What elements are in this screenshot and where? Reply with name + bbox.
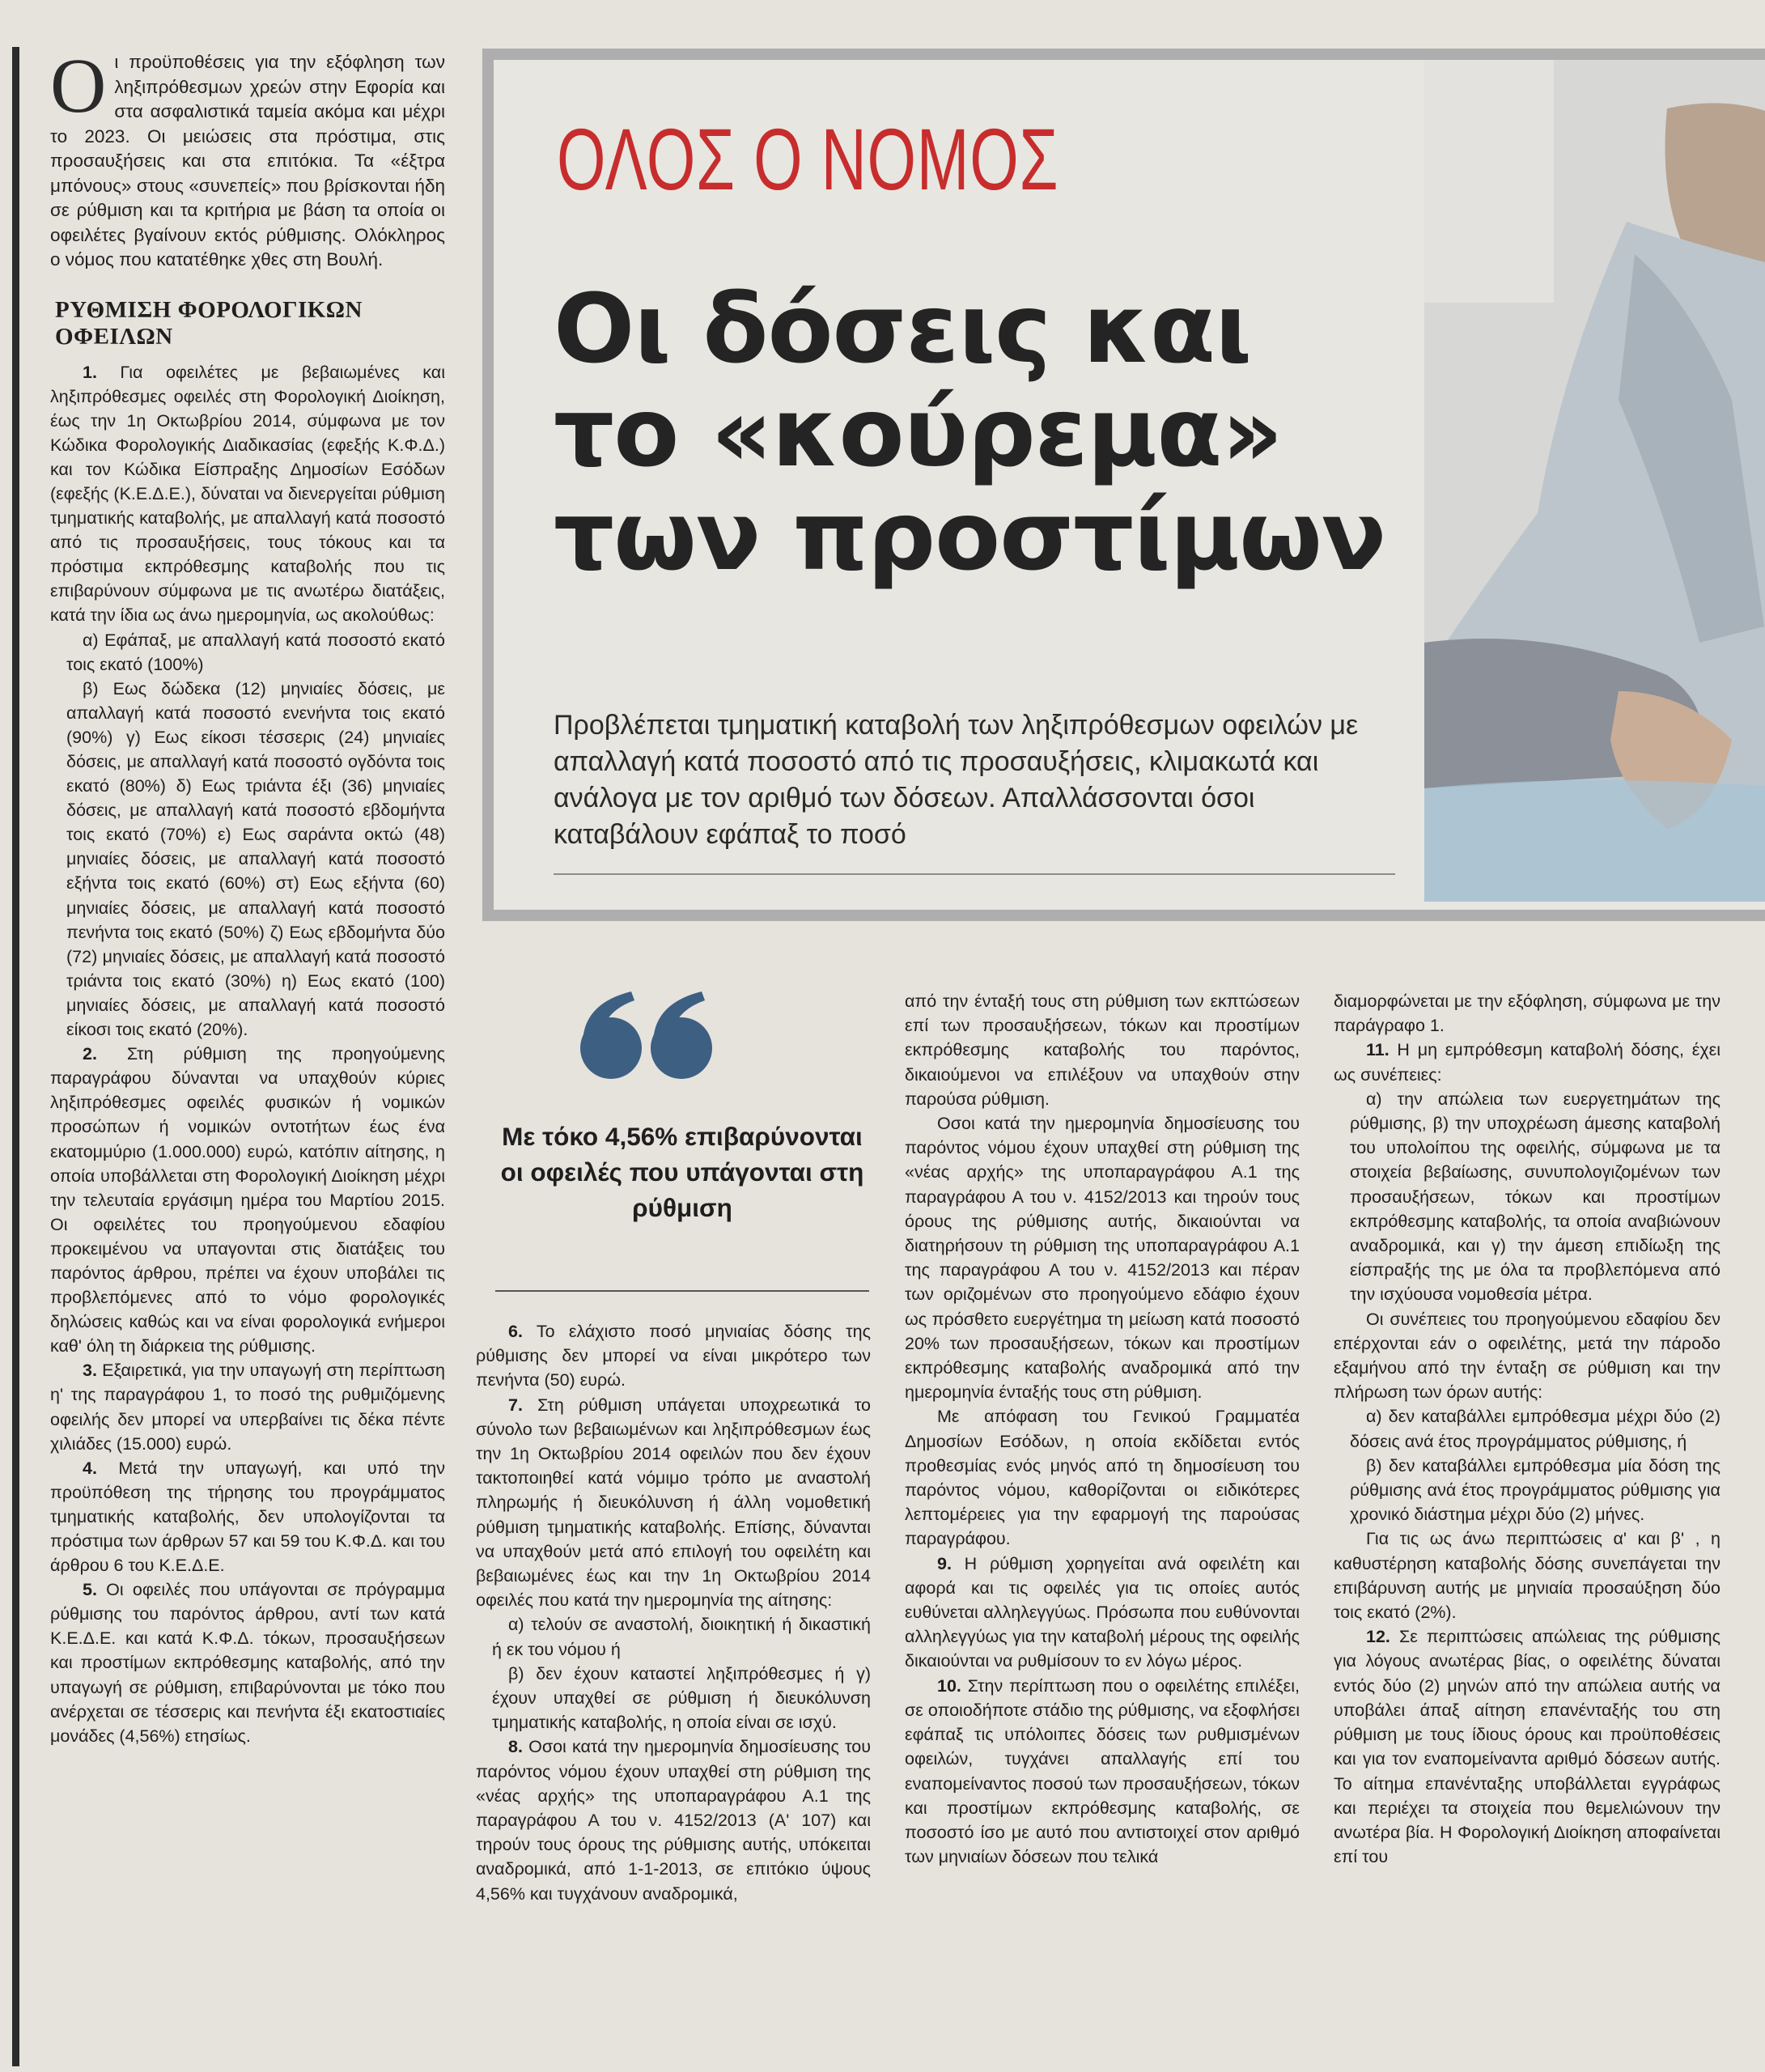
paragraph bbox=[905, 1552, 1300, 1674]
paragraph bbox=[1334, 1087, 1720, 1307]
drop-cap: Ο bbox=[50, 42, 107, 129]
headline-line-2: το «κούρεμα» bbox=[554, 376, 1283, 488]
paragraph-number: 4. bbox=[83, 1458, 97, 1478]
quote-marks-icon bbox=[575, 987, 720, 1089]
paragraph-text: Οσοι κατά την ημερομηνία δημοσίευσης του παρόντος νόμου έχουν υπαχθεί στη ρύθμιση της «νέας αρχής» της υποπαραγράφου Α.1 της παραγράφου Α του ν. 4152/2013 και τηρούν τους όρους της ρύθμισης αυτής, δικαιούνται να διατηρήσουν τη ρύθμιση της υποπαραγράφου Α.1 της παραγράφου Α του ν. 4152/2013 και πέραν των οριζομένων στο προηγούμενο εδάφιο έχουν ως πρόσθετο ευεργέτημα τη μείωση κατά ποσοστό 20% των προσαυξήσεων, τόκων και προστίμων εκπρόθεσμης καταβολής αναδρομικά από την ημερομηνία ένταξής τους στη ρύθμιση. bbox=[905, 1114, 1300, 1403]
paragraph-number: 10. bbox=[937, 1675, 961, 1696]
left-column bbox=[50, 42, 445, 1748]
paragraph-number: 6. bbox=[508, 1322, 523, 1341]
paragraph-number: 11. bbox=[1366, 1040, 1390, 1060]
column-2 bbox=[476, 1319, 871, 1906]
paragraph-text: Οι οφειλές που υπάγονται σε πρόγραμμα ρύθμισης του παρόντος άρθρου, αντί των κατά Κ.Ε.Δ.Ε. και κατά Κ.Φ.Δ. τόκων, προσαυξήσεων και προστίμων εκπρόθεσμης καταβολής, από την υπαγωγή σε ρύθμιση, επιβαρύνονται με τόκο που ανέρχεται σε τέσσερις και πενήντα έξι εκατοστιαίες μονάδες (4,56%) ετησίως. bbox=[50, 1580, 445, 1746]
paragraph bbox=[50, 1042, 445, 1358]
paragraph-text: διαμορφώνεται με την εξόφληση, σύμφωνα με την παράγραφο 1. bbox=[1334, 991, 1720, 1036]
paragraph bbox=[1334, 1526, 1720, 1624]
paragraph-text: Εξαιρετικά, για την υπαγωγή στη περίπτωση η' της παραγράφου 1, το ποσό της ρυθμιζόμενης οφειλής δεν μπορεί να υπερβαίνει τις δέκα πέντε χιλιάδες (15.000) ευρώ. bbox=[50, 1361, 445, 1454]
pull-quote: Με τόκο 4,56% επιβαρύνονται οι οφειλές που υπάγονται στη ρύθμιση bbox=[500, 1122, 864, 1222]
paragraph-number: 3. bbox=[83, 1361, 97, 1381]
left-paragraphs bbox=[50, 360, 445, 1748]
paragraph-text: Με απόφαση του Γενικού Γραμματέα Δημοσίων Εσόδων, η οποία εκδίδεται εντός προθεσμίας ενός μηνός από τη δημοσίευση του παρόντος νόμου, καθορίζονται οι ειδικότερες λεπτομέρειες για την εφαρμογή της παρούσας παραγράφου. bbox=[905, 1407, 1300, 1549]
paragraph-text: Στην περίπτωση που ο οφειλέτης επιλέξει, σε οποιοδήποτε στάδιο της ρύθμισης, να εξοφλήσει εφάπαξ τις υπόλοιπες δόσεις των ρυθμισμένων οφειλών, τυγχάνει απαλλαγής επί του εναπομείναντος ποσού των προσαυξήσεων, τόκων και προστίμων εκπρόθεσμης καταβολής, σε ποσοστό ίσο με αυτό που αντιστοιχεί στον αριθμό των μηνιαίων δόσεων που τελικά bbox=[905, 1675, 1300, 1867]
man-photo bbox=[1424, 60, 1765, 902]
paragraph-text: Σε περιπτώσεις απώλειας της ρύθμισης για λόγους ανωτέρας βίας, ο οφειλέτης δύναται εντός δύο (2) μηνών από την απώλεια αυτής να υποβάλει άπαξ αίτηση επανένταξής του στη ρύθμιση με τους ίδιους όρους και προϋποθέσεις και για τον εναπομείναντα αριθμό δόσεων αυτής. Το αίτημα επανένταξης υποβάλλεται εγγράφως και περιέχει τα στοιχεία που θεμελιώνουν την ανωτέρα βία. Η Φορολογική Διοίκηση αποφαίνεται επί του bbox=[1334, 1627, 1720, 1867]
column-4 bbox=[1334, 989, 1720, 1869]
paragraph-text: β) Εως δώδεκα (12) μηνιαίες δόσεις, με απαλλαγή κατά ποσοστό ενενήντα τοις εκατό (90%) γ) Εως είκοσι τέσσερις (24) μηνιαίες δόσεις, με απαλλαγή κατά ποσοστό ογδόντα τοις εκατό (80%) δ) Εως τριάντα έξι (36) μηνιαίες δόσεις, με απαλλαγή κατά ποσοστό εβδομήντα τοις εκατό (70%) ε) Εως σαράντα οκτώ (48) μηνιαίες δόσεις, με απαλλαγή κατά ποσοστό εξήντα τοις εκατό (60%) στ) Εως εξήντα (60) μηνιαίες δόσεις, με απαλλαγή κατά ποσοστό πενήντα τοις εκατό (50%) ζ) Εως εβδομήντα δύο (72) μηνιαίες δόσεις, με απαλλαγή κατά ποσοστό τριάντα τοις εκατό (30%) η) Εως εκατό (100) μηνιαίες δόσεις, με απαλλαγή κατά ποσοστό είκοσι τοις εκατό (20%). bbox=[66, 678, 445, 1040]
paragraph bbox=[476, 1393, 871, 1613]
paragraph-text: Οι συνέπειες του προηγούμενου εδαφίου δεν επέρχονται εάν ο οφειλέτης, μετά την πάροδο εξαμήνου από την ένταξη σε ρύθμιση και την πλήρωση των όρων αυτής: bbox=[1334, 1309, 1720, 1403]
paragraph bbox=[50, 628, 445, 677]
paragraph-number: 12. bbox=[1366, 1627, 1390, 1647]
intro-paragraph bbox=[50, 42, 445, 273]
intro-text: ι προϋποθέσεις για την εξόφληση των ληξιπρόθεσμων χρεών στην Εφορία και στα ασφαλιστικά ταμεία ακόμα και μέχρι το 2023. Οι μειώσεις στα πρόστιμα, στις προσαυξήσεις και στα επιτόκια. Τα «έξτρα μπόνους» στους «συνεπείς» που βρίσκονται ήδη σε ρύθμιση και τα κριτήρια με βάση τα οποία οι οφειλέτες βγαίνουν εκτός ρύθμισης. Ολόκληρος ο νόμος που κατατέθηκε χθες στη Βουλή. bbox=[50, 52, 445, 270]
section-title: ΡΥΘΜΙΣΗ ΦΟΡΟΛΟΓΙΚΩΝ ΟΦΕΙΛΩΝ bbox=[55, 296, 363, 350]
paragraph-text: Στη ρύθμιση της προηγούμενης παραγράφου δύνανται να υπαχθούν κύριες ληξιπρόθεσμες οφειλές φυσικών ή νομικών προσώπων ή νομικών οντοτήτων έως ένα εκατομμύριο (1.000.000) ευρώ, κατόπιν αίτησης, η οποία υποβάλλεται στη Φορολογική Διοίκηση μέχρι την τελευταία εργάσιμη ημέρα του Μαρτίου 2015. Οι οφειλέτες του προηγούμενου εδαφίου προκειμένου να υπαγονται στις διατάξεις του παρόντος άρθρου, πρέπει να έχουν υποβάλει τις προβλεπόμενες από το νόμο φορολογικές δηλώσεις καθώς και να είναι φορολογικά ενήμεροι καθ' όλη τη διάρκεια της ρύθμισης. bbox=[50, 1044, 445, 1357]
paragraph-number: 7. bbox=[508, 1395, 523, 1415]
paragraph-number: 8. bbox=[508, 1737, 523, 1757]
quote-rule bbox=[495, 1290, 869, 1292]
paragraph-text: β) δεν καταβάλλει εμπρόθεσμα μία δόση της ρύθμισης ανά έτος προγράμματος ρύθμισης για χρονικό διάστημα μέχρι δύο (2) μήνες. bbox=[1350, 1455, 1720, 1525]
paragraph-text: β) δεν έχουν καταστεί ληξιπρόθεσμες ή γ) έχουν υπαχθεί σε ρύθμιση ή διευκόλυνση τμηματικής καταβολής, η οποία είναι σε ισχύ. bbox=[492, 1663, 871, 1733]
kicker: ΟΛΟΣ Ο ΝΟΜΟΣ bbox=[557, 110, 1059, 208]
headline bbox=[554, 273, 1386, 592]
paragraph-text: α) δεν καταβάλλει εμπρόθεσμα μέχρι δύο (2) δόσεις ανά έτος προγράμματος ρύθμισης, ή bbox=[1350, 1407, 1720, 1451]
paragraph-text: Το ελάχιστο ποσό μηνιαίας δόσης της ρύθμισης δεν μπορεί να είναι μικρότερο των πενήντα (50) ευρώ. bbox=[476, 1322, 871, 1391]
paragraph-number: 9. bbox=[937, 1553, 952, 1573]
paragraph bbox=[476, 1662, 871, 1735]
paragraph-text: Για οφειλέτες με βεβαιωμένες και ληξιπρόθεσμες οφειλές στη Φορολογική Διοίκηση, έως την 1η Οκτωβρίου 2014, σύμφωνα με τον Κώδικα Φορολογικής Διαδικασίας (εφεξής Κ.Φ.Δ.) και τον Κώδικα Είσπραξης Δημοσίων Εσόδων (εφεξής (Κ.Ε.Δ.Ε.), δύναται να διενεργείται ρύθμιση τμηματικής καταβολής, με απαλλαγή κατά ποσοστό από τις προσαυξήσεις, τους τόκους και τα πρόστιμα εκπρόθεσμης καταβολής που τις επιβαρύνουν σύμφωνα με τις ανωτέρω διατάξεις, κατά την ίδια ως άνω ημερομηνία, ως ακολούθως: bbox=[50, 362, 445, 626]
paragraph bbox=[50, 1456, 445, 1577]
paragraph bbox=[476, 1319, 871, 1393]
paragraph-number: 1. bbox=[83, 362, 97, 382]
lead-rule bbox=[554, 873, 1395, 875]
paragraph bbox=[50, 360, 445, 628]
column-rule bbox=[12, 47, 19, 2066]
paragraph bbox=[1334, 1307, 1720, 1405]
paragraph-text: Η μη εμπρόθεσμη καταβολή δόσης, έχει ως συνέπειες: bbox=[1334, 1040, 1720, 1085]
paragraph bbox=[905, 1674, 1300, 1870]
paragraph-number: 5. bbox=[83, 1580, 97, 1600]
paragraph-text: α) την απώλεια των ευεργετημάτων της ρύθμισης, β) την υποχρέωση άμεσης καταβολή του υπολοίπου της οφειλής, σύμφωνα με τα στοιχεία βεβαίωσης, συνυπολογιζομένων των προσαυξήσεων, τόκων και προστίμων εκπρόθεσμης καταβολής, τα οποία αναβιώνουν αναδρομικά, και γ) την άμεση επιδίωξη της είσπραξής της με όλα τα προβλεπόμενα από την ισχύουσα νομοθεσία μέτρα. bbox=[1350, 1089, 1720, 1305]
paragraph bbox=[50, 1358, 445, 1455]
paragraph-text: Η ρύθμιση χορηγείται ανά οφειλέτη και αφορά και τις οφειλές για τις οποίες αυτός ευθύνεται αλληλεγγύως. Πρόσωπα που ευθύνονται αλληλεγγύως για την καταβολή μέρους της οφειλής δικαιούνται να ρυθμίσουν το εν λόγω μέρος. bbox=[905, 1553, 1300, 1671]
paragraph bbox=[476, 1734, 871, 1905]
paragraph-text: Στη ρύθμιση υπάγεται υποχρεωτικά το σύνολο των βεβαιωμένων και ληξιπρόθεσμων έως την 1η Οκτωβρίου 2014 οφειλών που δεν έχουν τακτοποιηθεί κατά νόμιμο τρόπο με αναστολή πληρωμής ή διευκόλυνση ή άλλη νομοθετική ρύθμιση τμηματικής καταβολής. Επίσης, δύνανται να υπαχθούν μετά από επιλογή του οφειλέτη και βεβαιωμένες έως και την 1η Οκτωβρίου 2014 οφειλές που κατά την ημερομηνία της αίτησης: bbox=[476, 1395, 871, 1611]
paragraph-text: α) τελούν σε αναστολή, διοικητική ή δικαστική ή εκ του νόμου ή bbox=[492, 1615, 871, 1659]
paragraph-text: Για τις ως άνω περιπτώσεις α' και β' , η καθυστέρηση καταβολής δόσης συνεπάγεται την επιβάρυνση αυτής με μηνιαία προσαύξηση δύο τοις εκατό (2%). bbox=[1334, 1529, 1720, 1623]
headline-line-1: Οι δόσεις και bbox=[554, 273, 1251, 384]
paragraph bbox=[50, 677, 445, 1042]
column-3 bbox=[905, 989, 1300, 1869]
paragraph bbox=[905, 1111, 1300, 1404]
headline-line-3: των προστίμων bbox=[554, 480, 1386, 592]
feature-box bbox=[482, 49, 1765, 921]
paragraph bbox=[1334, 989, 1720, 1038]
paragraph bbox=[905, 989, 1300, 1111]
paragraph bbox=[1334, 1624, 1720, 1869]
paragraph bbox=[476, 1612, 871, 1661]
lead-paragraph: Προβλέπεται τμηματική καταβολή των ληξιπρόθεσμων οφειλών με απαλλαγή κατά ποσοστό από τις προσαυξήσεις, κλιμακωτά και ανάλογα με τον αριθμό των δόσεων. Απαλλάσσονται όσοι καταβάλουν εφάπαξ το ποσό bbox=[554, 710, 1359, 850]
paragraph bbox=[1334, 1454, 1720, 1527]
paragraph bbox=[905, 1404, 1300, 1551]
paragraph-text: από την ένταξή τους στη ρύθμιση των εκπτώσεων επί των προσαυξήσεων, τόκων και προστίμων εκπρόθεσμης καταβολής του παρόντος, δικαιούμενοι να επιλέξουν να υπαχθούν στην παρούσα ρύθμιση. bbox=[905, 991, 1300, 1109]
paragraph-text: Οσοι κατά την ημερομηνία δημοσίευσης του παρόντος νόμου έχουν υπαχθεί στη ρύθμιση της «νέας αρχής» της υποπαραγράφου Α.1 της παραγράφου Α του ν. 4152/2013 (Α' 107) και τηρούν τους όρους της ρύθμισης αυτής, υπόκειται αναδρομικά, από 1-1-2013, σε επιτόκιο ύψους 4,56% και τυγχάνουν αναδρομικά, bbox=[476, 1737, 871, 1904]
paragraph bbox=[1334, 1404, 1720, 1453]
paragraph-text: Μετά την υπαγωγή, και υπό την προϋπόθεση της τήρησης του προγράμματος τμηματικής καταβολής, δεν υπολογίζονται τα πρόστιμα των άρθρων 57 και 59 του Κ.Φ.Δ. και του άρθρου 6 του Κ.Ε.Δ.Ε. bbox=[50, 1458, 445, 1576]
paragraph-text: α) Εφάπαξ, με απαλλαγή κατά ποσοστό εκατό τοις εκατό (100%) bbox=[66, 630, 445, 674]
paragraph bbox=[1334, 1038, 1720, 1086]
paragraph bbox=[50, 1577, 445, 1748]
paragraph-number: 2. bbox=[83, 1044, 97, 1064]
